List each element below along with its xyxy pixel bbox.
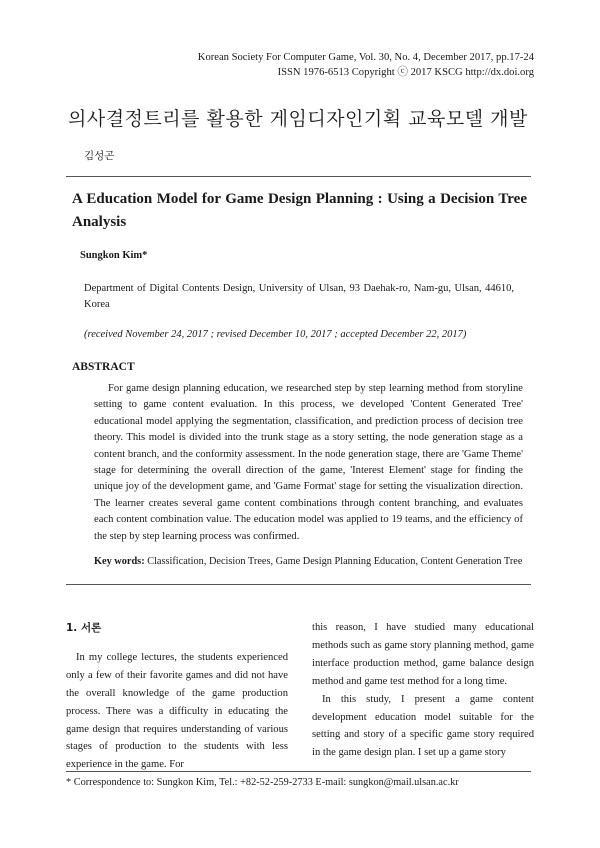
keywords-list: Classification, Decision Trees, Game Design Planning Education, Content Generation Tree xyxy=(147,556,523,567)
english-author: Sungkon Kim* xyxy=(80,250,148,261)
affiliation: Department of Digital Contents Design, University of Ulsan, 93 Daehak-ro, Nam-gu, Ulsan, 44610, Korea xyxy=(84,283,514,310)
abstract-heading: ABSTRACT xyxy=(72,361,135,373)
correspondence-footnote: * Correspondence to: Sungkon Kim, Tel.: +82-52-259-2733 E-mail: sungkon@mail.ulsan.ac.kr xyxy=(66,777,459,788)
received-dates: (received November 24, 2017 ; revised December 10, 2017 ; accepted December 22, 2017) xyxy=(84,329,467,340)
body-paragraph: In this study, I present a game content development education model suitable for the setting and story of a specific game story required in the game design plan. I set up a game story xyxy=(312,693,534,759)
abstract-divider xyxy=(66,584,531,585)
body-paragraph: this reason, I have studied many educational methods such as game story planning method, game interface production method, game balance design method and game test method for a long time. xyxy=(312,622,534,687)
issn-line: ISSN 1976-6513 Copyright ⓒ 2017 KSCG http://dx.doi.org xyxy=(277,67,534,78)
journal-citation: Korean Society For Computer Game, Vol. 30, No. 4, December 2017, pp.17-24 xyxy=(197,52,534,63)
section-heading: 1. 서론 xyxy=(66,622,102,634)
english-title: A Education Model for Game Design Planning : Using a Decision Tree Analysis xyxy=(72,191,527,230)
footnote-divider xyxy=(66,771,531,772)
korean-author: 김성곤 xyxy=(84,150,115,162)
right-column xyxy=(312,619,534,762)
title-divider xyxy=(66,176,531,177)
journal-header xyxy=(198,50,534,80)
body-paragraph: In my college lectures, the students experienced only a few of their favorite games and did not have the overall knowledge of the game production process. There was a difficulty in educating the game design that requires understanding of various stages of production to the students with less experience in the game. For xyxy=(66,651,288,771)
korean-title: 의사결정트리를 활용한 게임디자인기획 교육모델 개발 xyxy=(68,108,528,130)
keywords xyxy=(94,556,524,567)
left-column xyxy=(66,620,288,774)
abstract-body: For game design planning education, we researched step by step learning method from storyline setting to game content evaluation. In this process, we developed 'Content Generated Tree' educational model applying the segmentation, classification, and prediction process of decision tree theory. This model is divided into the trunk stage as a story setting, the node generation stage as a content branch, and the conformity assessment. In the node generation stage, there are 'Game Theme' stage for determining the overall direction of the game, 'Interest Element' stage for finding the unique joy of the development game, and 'Game Format' stage for setting the visualization direction. The learner creates several game content combinations through content branching, and evaluates each content combination value. The education model was applied to 19 teams, and the efficiency of the step by step learning process was confirmed. xyxy=(94,383,523,542)
keywords-label: Key words: xyxy=(94,556,145,567)
